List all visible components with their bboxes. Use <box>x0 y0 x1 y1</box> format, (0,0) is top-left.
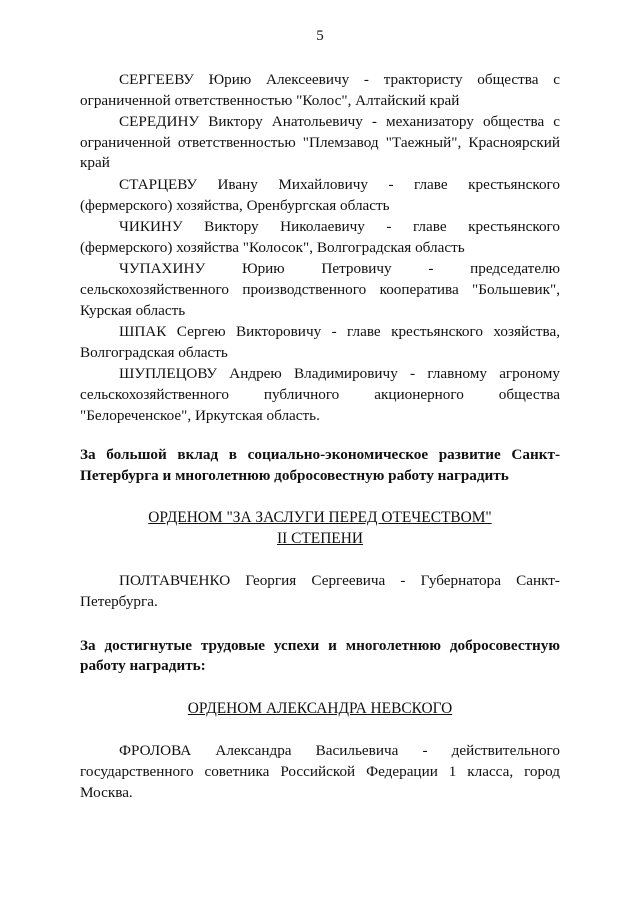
award-entry: ШПАК Сергею Викторовичу - главе крестьянского хозяйства, Волгоградская область <box>80 323 560 361</box>
award-entry: ФРОЛОВА Александра Васильевича - действительного государственного советника Российской Федерации 1 класса, город Москва. <box>80 742 560 801</box>
spacer <box>80 486 560 508</box>
award-entry: ПОЛТАВЧЕНКО Георгия Сергеевича - Губернатора Санкт-Петербурга. <box>80 572 560 611</box>
document-body <box>80 70 560 804</box>
spacer <box>80 549 560 571</box>
order-degree: II СТЕПЕНИ <box>277 529 363 547</box>
section-heading: За достигнутые трудовые успехи и многолетнюю добросовестную работу наградить: <box>80 636 560 675</box>
award-entry: СЕРЕДИНУ Виктору Анатольевичу - механизатору общества с ограниченной ответственностью "Племзавод "Таежный", Красноярский край <box>80 113 560 172</box>
page-number: 5 <box>316 28 324 44</box>
order-title: ОРДЕНОМ АЛЕКСАНДРА НЕВСКОГО <box>187 699 453 717</box>
award-entry: СЕРГЕЕВУ Юрию Алексеевичу - трактористу общества с ограниченной ответственностью "Колос", Алтайский край <box>80 71 560 109</box>
award-entry: ЧИКИНУ Виктору Николаевичу - главе крестьянского (фермерского) хозяйства "Колосок", Волгоградская область <box>80 218 560 256</box>
award-entry: ЧУПАХИНУ Юрию Петровичу - председателю сельскохозяйственного производственного кооператива "Большевик", Курская область <box>80 260 560 319</box>
award-entry: ШУПЛЕЦОВУ Андрею Владимировичу - главному агроному сельскохозяйственного публичного акционерного общества "Белореченское", Иркутская область. <box>80 365 560 424</box>
spacer <box>80 614 560 636</box>
order-title: ОРДЕНОМ "ЗА ЗАСЛУГИ ПЕРЕД ОТЕЧЕСТВОМ" <box>148 509 492 527</box>
award-entry: СТАРЦЕВУ Ивану Михайловичу - главе крестьянского (фермерского) хозяйства, Оренбургская область <box>80 175 560 214</box>
section-heading: За большой вклад в социально-экономическое развитие Санкт-Петербурга и многолетнюю добросовестную работу наградить <box>80 446 560 484</box>
spacer <box>80 719 560 741</box>
spacer <box>80 677 560 699</box>
spacer <box>80 427 560 445</box>
